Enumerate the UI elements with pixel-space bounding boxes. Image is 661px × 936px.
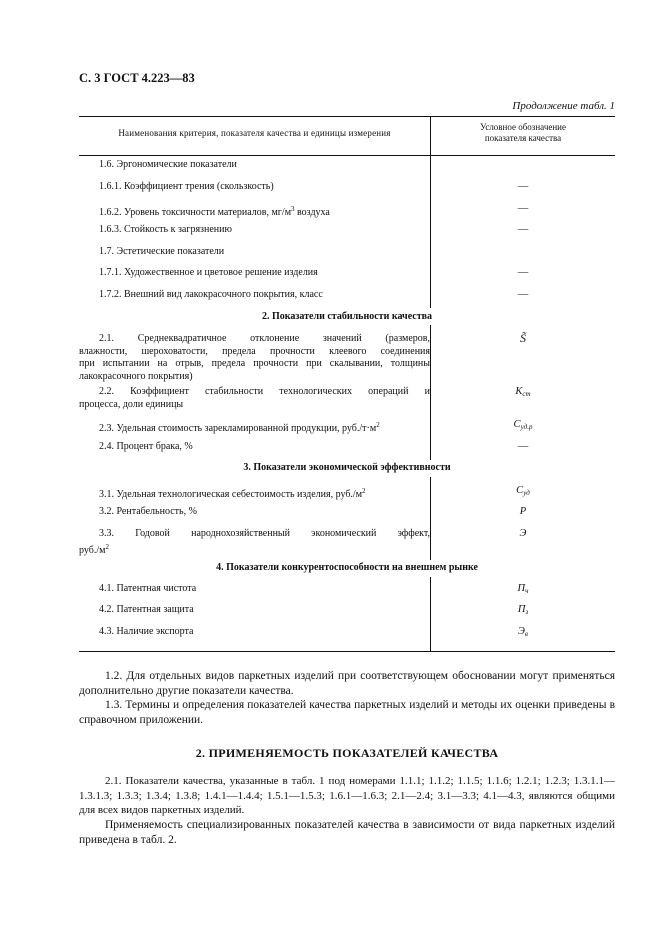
quality-symbol: $K_{ст}$ [515,386,531,398]
table-row: 1.6.1. Коэффициент трения (скользкость) [99,181,274,192]
quality-symbol: $C_{уд}$ [516,485,530,497]
quality-symbol: — [517,267,529,278]
quality-symbol: Э [519,528,527,539]
quality-symbol: — [517,203,529,214]
column-header-name: Наименования критерия, показателя качества и единицы измерения [118,128,391,138]
table-top-rule [79,116,615,117]
quality-symbol: — [517,224,529,235]
section-title: 4. Показатели конкурентоспособности на внешнем рынке [216,562,478,573]
quality-symbol: $П_з$ [517,604,529,616]
table-row: 1.6.2. Уровень токсичности материалов, $мг/м^3$ воздуха [99,205,330,218]
section-title: 3. Показатели экономической эффективности [243,462,451,473]
table-row: 4.3. Наличие экспорта [99,626,194,637]
table-row: 2.4. Процент брака, % [99,441,193,452]
table-row: 4.2. Патентная защита [99,604,194,615]
quality-symbol: $Э_в$ [518,626,528,638]
table-row: 2.3. Удельная стоимость зарекламированной продукции, $руб./т\cdot м^2$ [99,421,380,434]
quality-symbol: — [517,181,529,192]
paragraph-1-2: 1.2. Для отдельных видов паркетных изделий при соответствующем обосновании могут применяться дополнительно другие показатели качества. [79,670,615,697]
table-row: 1.7.2. Внешний вид лакокрасочного покрытия, класс [99,289,323,300]
paragraph-2-1: 2.1. Показатели качества, указанные в табл. 1 под номерами 1.1.1; 1.1.2; 1.1.5; 1.1.6; 1.2.1; 1.2.3; 1.3.1.1—1.3.1.3; 1.3.3; 1.3.4; 1.3.8; 1.4.1—1.4.4; 1.5.1—1.5.3; 1.6.1—1.6.3; 2.1—2.4; 3.1—3.3; 4.1—4.3, являются общими для всех видов паркетных изделий. [79,775,615,816]
table-row: 2.1. Среднеквадратичное отклонение значений (размеров, влажности, шероховатости, предела прочности клеевого соединения при испытании на отрыв, предела прочности при скалывании, толщины лакокрасочного покрытия) [79,333,430,382]
section-heading: 2. ПРИМЕНЯЕМОСТЬ ПОКАЗАТЕЛЕЙ КАЧЕСТВА [195,746,499,760]
quality-symbol: $C_{уд.р}$ [513,419,533,431]
table-row: 3.2. Рентабельность, % [99,506,197,517]
table-row: 3.3. Годовой народнохозяйственный экономический эффект, $руб./м^2$ [79,528,430,556]
table-row: 3.1. Удельная технологическая себестоимость изделия, $руб./м^2$ [99,487,366,500]
quality-symbol: — [517,441,529,452]
table-header-rule [79,155,615,156]
continuation-label: Продолжение табл. 1 [512,100,615,112]
paragraph-1-3: 1.3. Термины и определения показателей качества паркетных изделий и методы их оценки приведены в справочном приложении. [79,699,615,726]
table-row: 1.7. Эстетические показатели [99,246,225,257]
table-row: 1.7.1. Художественное и цветовое решение изделия [99,267,318,278]
section-title: 2. Показатели стабильности качества [261,311,433,322]
quality-symbol: S̃ [520,331,526,345]
paragraph-2-2: Применяемость специализированных показателей качества в зависимости от вида паркетных изделий приведена в табл. 2. [79,819,615,846]
quality-symbol: — [517,289,529,300]
table-row: 2.2. Коэффициент стабильности технологических операций и процесса, доли единицы [79,386,430,410]
table-bottom-rule [79,651,615,652]
table-row: 1.6. Эргономические показатели [99,159,237,170]
page-header: С. 3 ГОСТ 4.223—83 [79,71,195,85]
table-row: 1.6.3. Стойкость к загрязнению [99,224,232,235]
table-row: 4.1. Патентная чистота [99,583,197,594]
column-header-symbol: Условное обозначение показателя качества [480,122,566,143]
quality-symbol: $П_ч$ [517,583,529,595]
quality-symbol: P [519,506,527,517]
